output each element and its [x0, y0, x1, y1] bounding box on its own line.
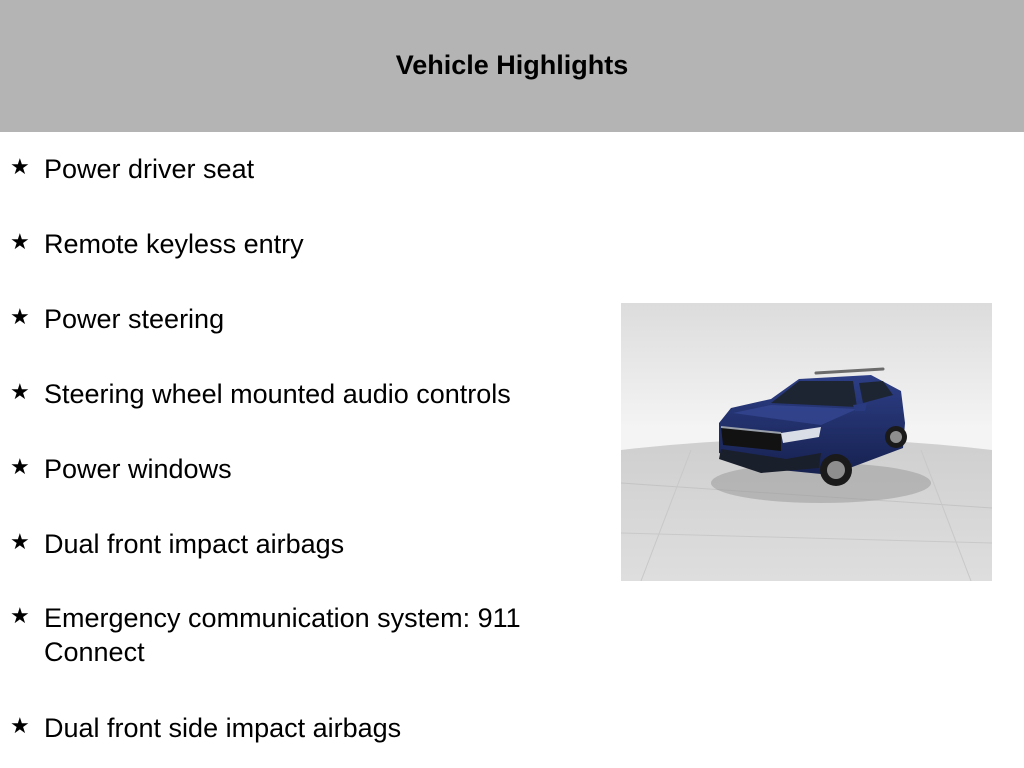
- feature-text: Power driver seat: [44, 154, 255, 184]
- feature-text: Power windows: [44, 454, 232, 484]
- page-header: [0, 0, 1024, 132]
- star-icon: ★: [10, 229, 30, 254]
- feature-text: Dual front side impact airbags: [44, 713, 402, 743]
- feature-item: [0, 302, 600, 336]
- feature-text: Power steering: [44, 304, 225, 334]
- feature-text: Remote keyless entry: [44, 229, 304, 259]
- star-icon: ★: [10, 454, 30, 479]
- feature-item: [0, 527, 600, 561]
- star-icon: ★: [10, 304, 30, 329]
- feature-item: [0, 601, 560, 669]
- feature-item: [0, 377, 600, 411]
- star-icon: ★: [10, 379, 30, 404]
- feature-text: Dual front impact airbags: [44, 529, 345, 559]
- feature-item: [0, 152, 600, 186]
- feature-item: [0, 452, 600, 486]
- star-icon: ★: [10, 529, 30, 554]
- vehicle-photo: [621, 303, 992, 581]
- star-icon: ★: [10, 603, 30, 628]
- feature-item: [0, 711, 600, 745]
- feature-text: Emergency communication system: 911 Connect: [44, 603, 521, 667]
- star-icon: ★: [10, 154, 30, 179]
- feature-item: [0, 227, 600, 261]
- page-title: Vehicle Highlights: [395, 49, 629, 80]
- feature-text: Steering wheel mounted audio controls: [44, 379, 511, 409]
- star-icon: ★: [10, 713, 30, 738]
